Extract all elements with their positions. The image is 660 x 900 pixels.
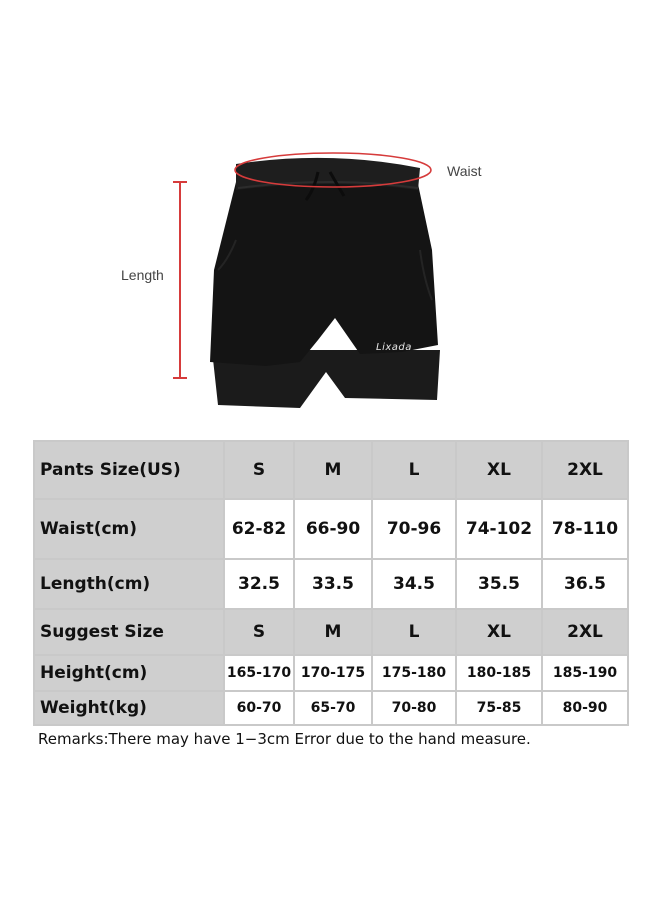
row-label: Weight(kg) <box>34 691 224 725</box>
product-figure <box>0 0 660 430</box>
length-label: Length <box>121 267 164 283</box>
row-label: Length(cm) <box>34 559 224 609</box>
value-cell: 60-70 <box>224 691 294 725</box>
size-chart-table <box>33 440 629 726</box>
value-cell: 66-90 <box>294 499 372 559</box>
value-cell: 165-170 <box>224 655 294 691</box>
value-cell: 35.5 <box>456 559 542 609</box>
value-cell: 34.5 <box>372 559 456 609</box>
value-cell: 78-110 <box>542 499 628 559</box>
table-row <box>34 691 628 725</box>
table-row <box>34 499 628 559</box>
size-cell: S <box>224 441 294 499</box>
size-cell: 2XL <box>542 609 628 655</box>
value-cell: 65-70 <box>294 691 372 725</box>
size-cell: M <box>294 609 372 655</box>
row-label: Suggest Size <box>34 609 224 655</box>
value-cell: 62-82 <box>224 499 294 559</box>
value-cell: 75-85 <box>456 691 542 725</box>
table-row <box>34 441 628 499</box>
outer-shorts <box>210 182 438 366</box>
size-cell: XL <box>456 441 542 499</box>
value-cell: 170-175 <box>294 655 372 691</box>
size-cell: XL <box>456 609 542 655</box>
row-label: Pants Size(US) <box>34 441 224 499</box>
size-cell: L <box>372 441 456 499</box>
size-cell: S <box>224 609 294 655</box>
value-cell: 70-80 <box>372 691 456 725</box>
remarks-note: Remarks:There may have 1−3cm Error due to the hand measure. <box>38 730 531 748</box>
value-cell: 80-90 <box>542 691 628 725</box>
brand-logo: Lixada <box>376 342 412 353</box>
value-cell: 185-190 <box>542 655 628 691</box>
value-cell: 74-102 <box>456 499 542 559</box>
waist-label: Waist <box>447 163 482 179</box>
shorts-illustration <box>0 0 660 430</box>
value-cell: 175-180 <box>372 655 456 691</box>
value-cell: 33.5 <box>294 559 372 609</box>
length-measure-line <box>173 182 187 378</box>
value-cell: 70-96 <box>372 499 456 559</box>
value-cell: 32.5 <box>224 559 294 609</box>
size-cell: M <box>294 441 372 499</box>
size-cell: L <box>372 609 456 655</box>
table-row <box>34 609 628 655</box>
table-row <box>34 559 628 609</box>
table-row <box>34 655 628 691</box>
value-cell: 36.5 <box>542 559 628 609</box>
value-cell: 180-185 <box>456 655 542 691</box>
row-label: Height(cm) <box>34 655 224 691</box>
row-label: Waist(cm) <box>34 499 224 559</box>
size-cell: 2XL <box>542 441 628 499</box>
